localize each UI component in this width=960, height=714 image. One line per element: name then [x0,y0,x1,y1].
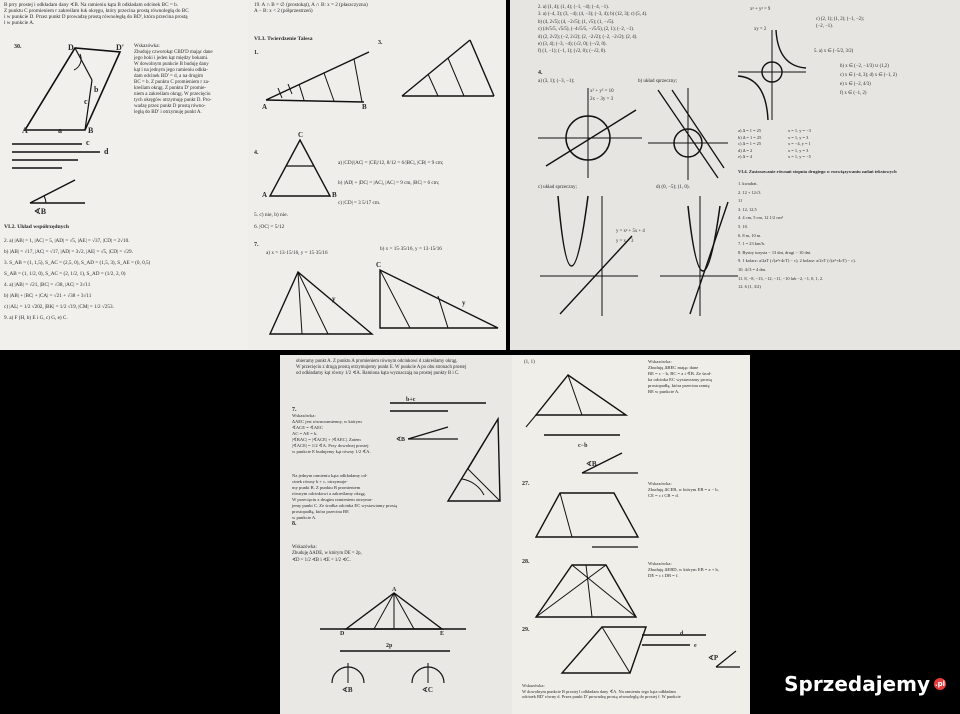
q29-number: 29. [522,627,530,633]
q8-number: 8. [292,521,297,527]
q4-answers [338,148,503,218]
fig8-label-A: A [392,587,397,593]
trapezoid-figure-27 [532,487,642,551]
q7a-answer: a) x = 13·15/16, y = 15·35/16 [266,250,328,256]
fig4-label-C: C [298,131,304,139]
page4-body: Na jednym ramieniu kąta odkładamy od- cinek równy b + c, otrzymuje- my punkt B. Z punktu B promieniem równym odcinkowi a zakreślamy okrąg. W przecięciu z drugim ramieniem otrzymu- jemy punkt C. Ze środka odcinka EC wystawiamy prostą prostopadłą, która przecina BE w punkcie A. [292,473,397,520]
q4b-label: b) układ sprzeczny; [638,79,678,84]
textbook-page-4 [280,355,512,714]
q7-number: 7. [254,242,259,248]
page5-hint-1: Wskazówka: Zbuduję ΔBEC mając dane BE = c − b, BC = a i ∢B. Ze środ- ka odcinka EC wystawiamy prostą prostopadłą, która przecina ramię BE w punkcie A. [648,359,712,394]
parallelogram-figure-29 [542,623,742,679]
q27-number: 27. [522,481,530,487]
fig26-label-cb: c−b [578,443,588,449]
eq-xy: xy = 2 [754,27,767,32]
page5-bottom-text: Wskazówka: W dowolnym punkcie B prostej l odkładam dany ∢A. Na ramieniu tego kąta odkładam odcinek BD' równy d. Przez punkt D' prowadzę prostą równoległą do prostej f. W punkcie [522,683,681,700]
watermark-brand: Sprzedajemy [784,672,930,696]
tales-figure-1 [264,50,374,110]
fig1-label-B: B [362,103,367,111]
label-D-prime: D' [116,43,124,52]
quadrilateral-figure [10,40,130,135]
textbook-page-3 [510,0,960,350]
section-tales-title: VI.3. Twierdzenie Talesa [254,36,313,42]
fig7-label-angle: ∢B [396,437,406,443]
fig8-label-E: E [440,631,445,637]
page1-header-text: B prry prostej i odkładam dany ∢B. Na ramieniu kąta B odkładam odcinek BC = b. Z punktu C promieniem r zakreślam łuk okręgu, który przecina prostą równoległą do BC i w punkcie D. Przez punkt D prowadzę prostą równoległą do BD', która przecina prostą l w punkcie A. [4,2,189,26]
eq-line: 2x − 3y = 3 [590,97,614,102]
q3-number: 3. [378,40,383,46]
fig7a-label-y: y [332,295,336,303]
segment-label-c: c [86,138,90,147]
q1-number: 1. [254,50,259,56]
tales-figure-7a [268,270,378,338]
label-D: D [68,43,74,52]
q4c-answer: c) |CD| = 3 5/17 cm. [338,200,381,206]
segment-label-d: d [104,147,109,156]
answer-5c: c) (2, 1); (1, 2); (−1, −2); (−2, −1). [816,17,864,30]
fig29-label-d: d [680,631,684,637]
textbook-page-5 [512,355,750,714]
exercise-30-number: 30. [14,44,22,50]
solution-values: x = 1, y = −3 x = 1, y = 3 x = −4, y = 1 x = 1, y = 3 x = 1, y = −5 [788,128,811,159]
angle-B-label: ∢B [34,207,47,216]
q6-answer: 6. |OC| = 5/12 [254,224,285,230]
angle-B-figure [30,178,90,208]
page4-hint-2: Wskazówka: Zbuduję ΔADE, w którym DE = 2p, ∢D = 1/2 ∢B i ∢E = 1/2 ∢C. [292,545,362,563]
tales-triangle-figure [268,138,333,200]
trapezoid-figure-28 [532,561,642,623]
fig4-label-B: B [332,191,337,199]
page4-hint-1: Wskazówka: ΔAEC jest równoramienny, w którym ∢ACE = ∢AEC AC = AE = b. |∢BAC| = |∢ACE| + |∢AEC|. Zatem |∢ACE| = 1/2 ∢A. Przy dowolnej prostej w punkcie E budujemy kąt równy 1/2 ∢A. [292,413,371,454]
fig8-label-D: D [340,631,345,637]
q4d-label: d) (0, −5); (1, 0). [656,185,690,190]
delta-list: a) Δ = 1 = 25 b) Δ = 1 = 25 c) Δ = 1 = 25 d) Δ = 2 e) Δ = 4 [738,128,762,159]
fig8-label-2p: 2p [386,643,393,649]
q4c-label: c) układ sprzeczny; [538,185,577,190]
quadratic-answers-list: 1. kwadrat. 2. 12 + 12√3 11 3. 12, 12,5 4. 4 cm, 5 cm, 12 1/2 cm² 5. 10. 6. 8 m, 10 m. 7. 1 = 23 km/h. 8. Bystry turysta − 13 dni, drugi − 10 dni. 9. 1 kolarz: a/2aT (√(a²+4cT) − c), 2 kolarz: a/2cT (√(a²+4cT) − c). 10. 4√3 = 4 dm. 11. 8, −8, −13, −12, −11, −10 lub −2, −1, 0, 1, 2. 12. 6 (1, 3/2) [738,181,856,290]
page5-top-text: (1, 1) [524,360,535,365]
page2-header-text: 19. A ∩ B = ∅ (prostokąt), A ∩ B: x = 2 (płaszczyzna) A − B: x < 2 (półprzestrzeń) [254,2,368,14]
q7b-answer: b) x = 15·35/16, y = 13·15/16 [380,246,442,252]
q28-number: 28. [522,559,530,565]
eq-parabola: y = x² + 5x + 4 [616,229,645,234]
construction-figure-7 [388,399,506,505]
graph-parabola-line [540,196,640,316]
section-quadratic-title: VI.4. Zastosowanie równań stopnia drugiego w rozwiązywaniu zadań tekstowych [738,169,897,174]
fig8-angle-B: ∢B [342,686,353,694]
label-c: c [84,97,88,106]
label-a: a [58,126,62,135]
fig8-angle-C: ∢C [422,686,433,694]
eq-circle-10: x² + y² = 10 [590,89,614,94]
fig7b-label-C: C [376,261,382,269]
graph-hyperbola [738,30,806,120]
watermark-tld: .pl [934,680,946,688]
graph-circle-lines [648,88,728,180]
eq-line-2: y = x − 3 [616,239,634,244]
page3-answers-list: 2. a) (1, 4); (1, 4); (−1, −4); (−4, −1). 3. a) (−4, 3); (3, −4); (4, −3); (−3, 4); b) (12, 3); c) (5, 4). b) (4, 2√5); (4, −2√5); (1, √5); (1, −√5). c) (4√5/5, √5/5), (−4√5/5, −√5/5), (2, 1); (−2, −1). d) (2, 2√2); (−2, 2√2); (2, −2√2); (−2, −2√2); (2, 4). e) (3, 4); (−3, −4); (√2, 0); (−√2, 0). f) (1, −1); (−1, 1); (√2, 0); (−√2, 0). [538,5,648,55]
label-B: B [88,126,94,135]
answer-5a: 5. a) x ∈ (−5/2, 3/2) [814,49,854,54]
q4-number-p3: 4. [538,70,543,76]
section-coordinates-title: VI.2. Układ współrzędnych [4,224,69,230]
tales-figure-3 [398,38,498,100]
fig7-label-bc: b+c [406,397,416,403]
eq-hyperbola: x² + y² = 9 [750,7,771,12]
page5-hint-2: Wskazówka: Zbuduję ΔCEB, w którym EB = a − b, CE = c i CB = d. [648,481,719,498]
q4b-answer: b) |AD| + |DC| = |AC|, |AC| = 9 cm, |BC| = 6 cm; [338,180,440,186]
q4a-answer: a) |CD|/|AC| = |CE|/12, 8/12 = 6/|BC|, |CB| = 9 cm; [338,160,444,166]
sprzedajemy-watermark-logo [784,672,946,696]
page4-top-text: obieramy punkt A. Z punktu A promieniem równym odcinkowi d zakreślamy okrąg. W przecięciu z drugą prostą otrzymujemy punkt E. W punkcie A po obu stronach prostej od odkładamy kąt równy 1/2 ∢A. Ramiona kąta wyznaczają na prostej punkty B i C. [296,359,467,377]
fig29-angle-P: ∢P [708,654,719,662]
fig7b-label-y: y [462,299,466,307]
graph-parabola-line-2 [660,196,740,316]
tales-figure-7b [378,266,503,334]
label-A: A [22,126,28,135]
q7-number-p4: 7. [292,407,297,413]
fig1-label-A: A [262,103,268,111]
page5-hint-3: Wskazówka: Zbuduję ΔEBD, w którym EB = a + b, DE = c i DB = f. [648,561,719,578]
q5-answer: 5. c) nie, b) nie. [254,212,288,218]
answer-5b-f: b) x ∈ (−2, −1/3) ∪ (1,2) c) x ∈ (−4, 3); d) x ∈ (−1, 2) e) x ∈ (−2, 4/3) f) x ∈ (−1, 2) [840,64,897,96]
textbook-page-1 [0,0,248,350]
construction-figure-26 [522,369,632,449]
fig26-angle-B: ∢B [586,460,597,468]
page1-hint-text: Wskazówka: Zbuduję czworokąt CBD'D mając dane jego boki i jeden kąt między bokami. W dowolnym punkcie B buduję dany kąt i na jednym jego ramieniu odkła- dam odcinek BD' = d, a na drugim BC = b. Z punktu C promieniem r za- kreślam okrąg. Z punktu D' promie- niem a zakreślam okrąg. W przecięciu tych okręgów otrzymuję punkt D. Pro- wadzę przez punkt D prostą równo- ległą do BD' i otrzymuję punkt A. [134,44,213,115]
fig29-label-e: e [694,643,697,649]
q4a-label: a) (3, 1); (−3, −1); [538,79,575,84]
fig4-label-A: A [262,191,268,199]
textbook-page-2 [248,0,506,350]
page1-answers: 2. a) |AB| = 1, |AC| = 5, |AD| = √5, |AE| = √37, |CD| = 2√10. b) |AB| = √17, |AC| = √17, |AD| = 3√2, |AE| = √5, |CD| = √29. 3. S_AB = (1, 1,5), S_AC = (2,5, 0), S_AD = (1,5, 3), S_AE = (0, 0,5) S_AB = (1, 1/2, 0), S_AC = (2, 1/2, 1), S_AD = (1/2, 2, 0) 4. a) |AB| = √21, |BC| = √38, |AC| = 3√11 b) |AB| + |BC| + |CA| = √21 + √38 + 3√11 c) |AL| = 1/2 √202, |BK| = 1/2 √19, |CM| = 1/2 √253. 9. a) F (H, b) E i G, c) G, e) C. [4,238,151,321]
label-b: b [94,85,99,94]
q4-number: 4. [254,150,259,156]
